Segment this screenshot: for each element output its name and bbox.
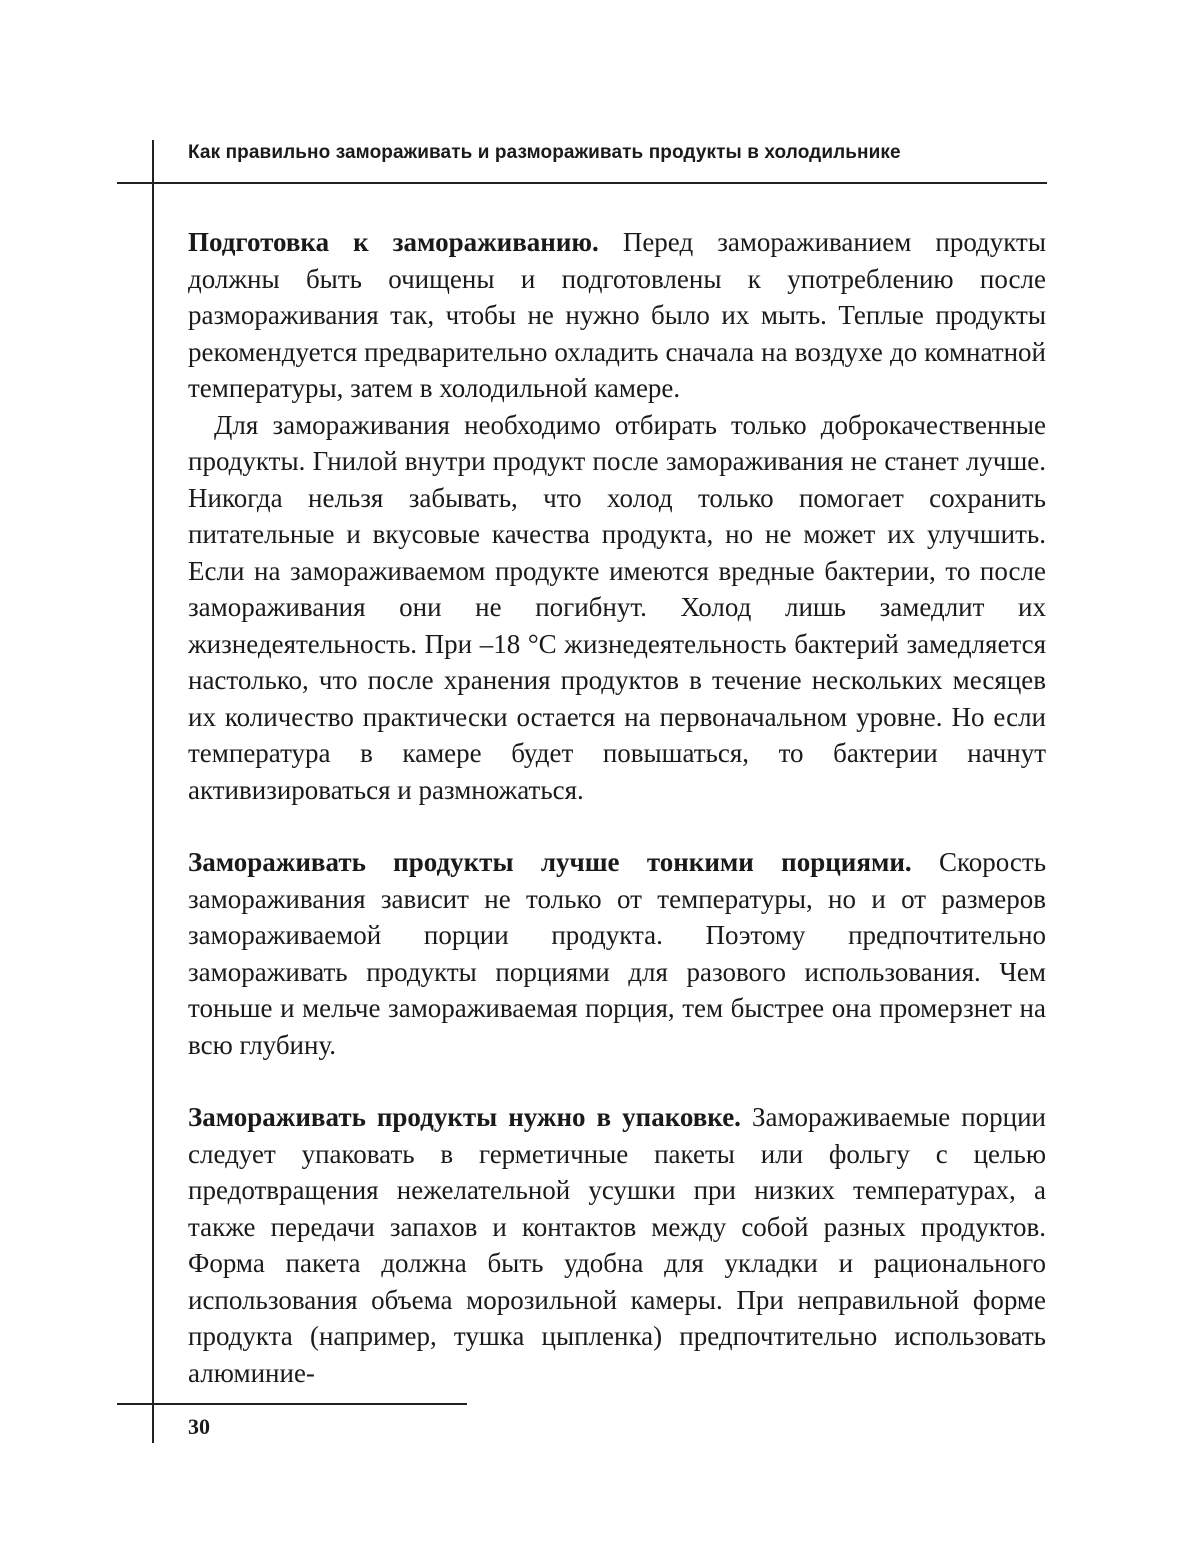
- paragraph-selection: [188, 407, 1046, 809]
- paragraph-preparation: [188, 224, 1046, 407]
- footer-rule: [117, 1403, 467, 1405]
- paragraph-thin-portions: [188, 844, 1046, 1063]
- paragraph-lead: Замораживать продукты лучше тонкими порциями.: [188, 847, 912, 877]
- header-rule: [117, 182, 1047, 184]
- paragraph-text: Для замораживания необходимо отбирать только доброкачественные продукты. Гнилой внутри продукт после замораживания не станет лучше. Никогда нельзя забывать, что холод только помогает сохранить питательные и вкусовые качества продукта, но не может их улучшить. Если на замораживаемом продукте имеются вредные бактерии, то после замораживания они не погибнут. Холод лишь замедлит их жизнедеятельность. При –18 °С жизнедеятельность бактерий замедляется настолько, что после хранения продуктов в течение нескольких месяцев их количество практически остается на первоначальном уровне. Но если температура в камере будет повышаться, то бактерии начнут активизироваться и размножаться.: [188, 409, 1046, 805]
- paragraph-text: Замораживаемые порции следует упаковать в герметичные пакеты или фольгу с целью предотвращения нежелательной усушки при низких температурах, а также передачи запахов и контактов между собой разных продуктов. Форма пакета должна быть удобна для укладки и рационального использования объема морозильной камеры. При неправильной форме продукта (например, тушка цыпленка) предпочтительно использовать алюминие-: [188, 1102, 1047, 1388]
- page-number: 30: [188, 1414, 210, 1439]
- paragraph-packaging: [188, 1099, 1046, 1391]
- paragraph-text: Перед замораживанием продукты должны быть очищены и подготовлены к употреблению после размораживания так, чтобы не нужно было их мыть. Теплые продукты рекомендуется предварительно охладить сначала на воздухе до комнатной температуры, затем в холодильной камере.: [188, 227, 1046, 403]
- vertical-margin-rule: [152, 140, 154, 1443]
- running-header: Как правильно замораживать и размораживать продукты в холодильнике: [188, 142, 901, 163]
- paragraph-text: Скорость замораживания зависит не только от температуры, но и от размеров замораживаемой порции продукта. Поэтому предпочтительно замораживать продукты порциями для разового использования. Чем тоньше и мельче замораживаемая порция, тем быстрее она промерзнет на всю глубину.: [188, 847, 1047, 1060]
- paragraph-lead: Замораживать продукты нужно в упаковке.: [188, 1102, 741, 1132]
- paragraph-lead: Подготовка к замораживанию.: [188, 227, 599, 257]
- page-body: [188, 224, 1046, 1391]
